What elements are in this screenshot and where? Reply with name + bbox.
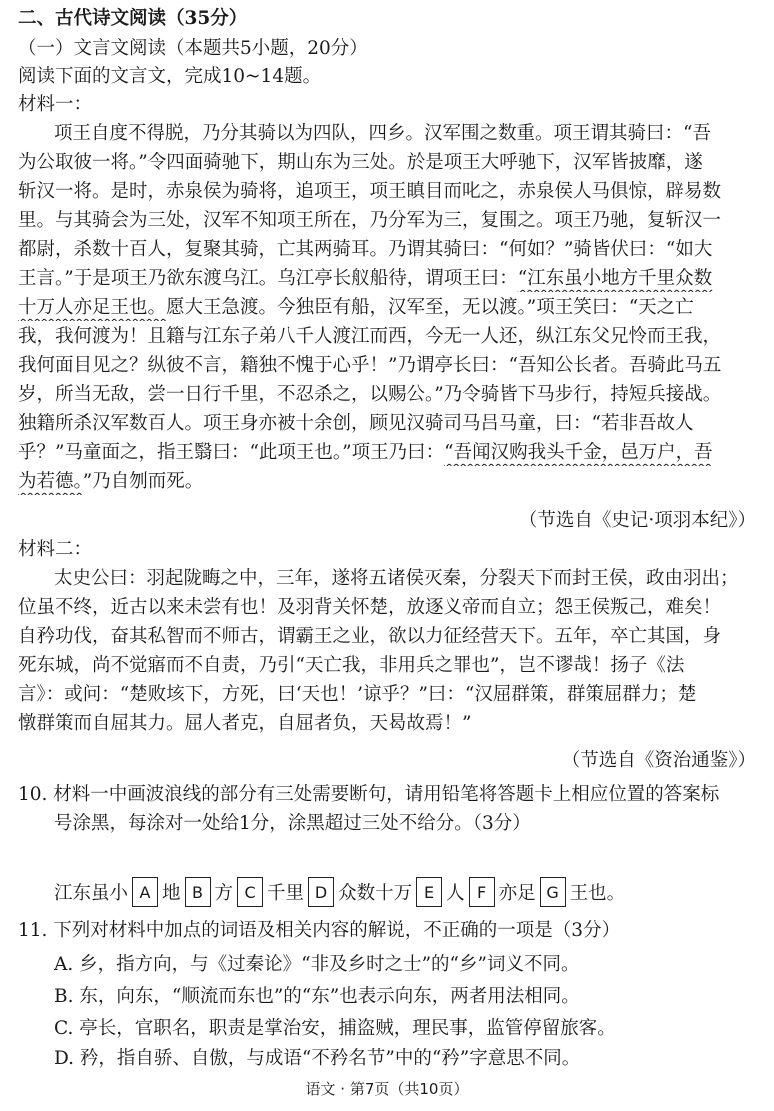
- material1-text: 愿大王急渡。今独臣有船，汉军至，无以渡。”项王笑曰：“天之亡: [166, 297, 694, 318]
- material2-label: 材料二：: [18, 539, 93, 560]
- answer-box-c[interactable]: C: [237, 877, 263, 907]
- q11-option-b: B. 东，向东，“顺流而东也”的“东”也表示向东，两者用法相同。: [54, 986, 580, 1007]
- q11-option-d: D. 矜，指自骄、自傲，与成语“不矜名节”中的“矜”字意思不同。: [54, 1048, 581, 1069]
- material1-line: [18, 440, 763, 466]
- wavy-underline-text: “江东虽小地方千里众数: [517, 268, 713, 289]
- material1-line: [18, 266, 763, 292]
- subsection-title: （一）文言文阅读（本题共5小题，20分）: [18, 38, 368, 59]
- wavy-underline-text: “吾闻汉购我头千金，邑万户，吾: [444, 442, 713, 463]
- material1-line: 我何面目见之？纵彼不言，籍独不愧于心乎！”乃谓亭长曰：“吾知公长者。吾骑此马五: [18, 355, 722, 376]
- answer-box-f[interactable]: F: [469, 877, 495, 907]
- q10-segment: 地: [162, 883, 181, 904]
- material1-text: 乎？”马童面之，指王翳曰：“此项王也。”项王乃曰：: [18, 442, 445, 463]
- q11-option-a: A. 乡，指方向，与《过秦论》“非及乡时之士”的“乡”词义不同。: [54, 954, 580, 975]
- material2-line: 太史公曰：羽起陇畮之中，三年，遂将五诸侯灭秦，分裂天下而封王侯，政由羽出；: [54, 568, 739, 589]
- material2-source: （节选自《资治通鉴》）: [561, 750, 756, 771]
- material2-line: 憞群策而自屈其力。屈人者克，自屈者负，天曷故焉！”: [18, 713, 472, 734]
- q10-segment: 王也。: [569, 883, 626, 904]
- material1-line: 都尉，杀数十百人，复聚其骑，亡其两骑耳。乃谓其骑曰：“何如？”骑皆伏曰：“如大: [18, 239, 713, 260]
- material1-text: ”乃自刎而死。: [82, 471, 204, 492]
- answer-box-g[interactable]: G: [540, 877, 566, 907]
- material2-line: 自矜功伐，奋其私智而不师古，谓霸王之业，欲以力征经营天下。五年，卒亡其国，身: [18, 626, 722, 647]
- q10-segment: 亦足: [498, 883, 536, 904]
- material1-label: 材料一：: [18, 94, 93, 115]
- answer-box-d[interactable]: D: [308, 877, 334, 907]
- material1-line: 为公取彼一将。”令四面骑驰下，期山东为三处。於是项王大呼驰下，汉军皆披靡，遂: [18, 152, 703, 173]
- material1-line: 项王自度不得脱，乃分其骑以为四队，四乡。汉军围之数重。项王谓其骑曰：“吾: [54, 123, 711, 144]
- material1-line: 我，我何渡为！且籍与江东子弟八千人渡江而西，今无一人还，纵江东父兄怜而王我，: [18, 326, 722, 347]
- q10-segment: 人: [446, 883, 465, 904]
- material1-line: 岁，所当无敌，尝一日行千里，不忍杀之，以赐公。”乃令骑皆下马步行，持短兵接战。: [18, 384, 722, 405]
- material2-line: 言》：或问：“楚败垓下，方死，曰‘天也！’谅乎？”曰：“汉屈群策，群策屈群力；楚: [18, 684, 697, 705]
- q10-stem: 10. 材料一中画波浪线的部分有三处需要断句，请用铅笔将答题卡上相应位置的答案标: [18, 784, 720, 805]
- answer-box-b[interactable]: B: [185, 877, 211, 907]
- q11-stem: 11. 下列对材料中加点的词语及相关内容的解说，不正确的一项是（3分）: [18, 920, 621, 941]
- material1-line: [18, 469, 763, 495]
- material1-line: 斩汉一将。是时，赤泉侯为骑将，追项王，项王瞋目而叱之，赤泉侯人马俱惊，辟易数: [18, 181, 722, 202]
- q10-stem: 号涂黑，每涂对一处给1分，涂黑超过三处不给分。（3分）: [54, 813, 531, 834]
- instruction: 阅读下面的文言文，完成10~14题。: [18, 66, 322, 87]
- material1-line: 独籍所杀汉军数百人。项王身亦被十余创，顾见汉骑司马吕马童，曰：“若非吾故人: [18, 413, 694, 434]
- page-footer: 语文 · 第7页（共10页）: [305, 1080, 469, 1098]
- q10-segment: 众数十万: [338, 883, 413, 904]
- answer-box-a[interactable]: A: [132, 877, 158, 907]
- section-title: 二、古代诗文阅读（35分）: [18, 8, 248, 29]
- q10-segment: 千里: [267, 883, 305, 904]
- answer-box-e[interactable]: E: [416, 877, 442, 907]
- wavy-underline-text: 为若德。: [18, 471, 83, 492]
- material1-line: 里。与其骑会为三处，汉军不知项王所在，乃分军为三，复围之。项王乃驰，复斩汉一: [18, 210, 722, 231]
- material1-source: （节选自《史记·项羽本纪》）: [518, 510, 756, 531]
- material2-line: 位虽不终，近古以来未尝有也！及羽背关怀楚，放逐义帝而自立；怨王侯叛己，难矣！: [18, 597, 722, 618]
- q10-segment: 江东虽小: [54, 883, 129, 904]
- material1-text: 王言。”于是项王乃欲东渡乌江。乌江亭长舣船待，谓项王曰：: [18, 268, 518, 289]
- q10-segment: 方: [214, 883, 234, 904]
- q11-option-c: C. 亭长，官职名，职责是掌治安，捕盗贼，理民事，监管停留旅客。: [54, 1018, 616, 1039]
- wavy-underline-text: 十万人亦足王也。: [18, 297, 167, 318]
- material1-line: [18, 295, 763, 321]
- q10-answer-row: [54, 876, 625, 908]
- material2-line: 死东城，尚不觉寤而不自责，乃引“天亡我，非用兵之罪也”，岂不谬哉！扬子《法: [18, 655, 685, 676]
